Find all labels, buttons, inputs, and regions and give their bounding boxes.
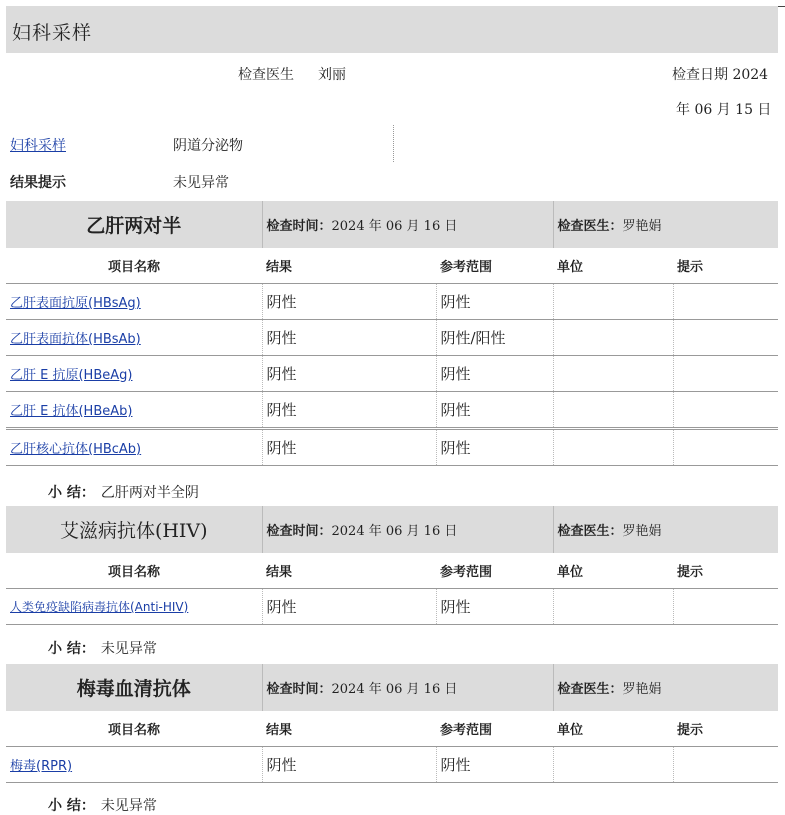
section-header — [6, 201, 778, 248]
syphilis-table — [6, 664, 778, 783]
item-link[interactable]: 梅毒(RPR) — [10, 759, 73, 774]
item-link[interactable]: 乙肝核心抗体(HBcAb) — [10, 442, 142, 457]
check-date-rest: 年 06 月 15 日 — [676, 102, 772, 118]
col-unit: 单位 — [553, 248, 673, 284]
item-result: 阴性 — [262, 356, 436, 392]
table-row — [6, 747, 778, 783]
summary-label: 小 结： — [48, 485, 95, 501]
col-range: 参考范围 — [436, 553, 553, 589]
table-row — [6, 284, 778, 320]
time-label: 检查时间： — [266, 524, 332, 539]
doctor-value: 罗艳娟 — [622, 682, 662, 697]
item-unit — [553, 392, 673, 429]
section-name: 艾滋病抗体(HIV) — [6, 506, 262, 553]
item-result: 阴性 — [262, 747, 436, 783]
col-range: 参考范围 — [436, 248, 553, 284]
sample-value: 阴道分泌物 — [173, 138, 243, 154]
summary-value: 乙肝两对半全阴 — [100, 485, 199, 501]
item-link[interactable]: 乙肝表面抗原(HBsAg) — [10, 296, 141, 311]
item-result: 阴性 — [262, 392, 436, 429]
doctor-label: 检查医生： — [557, 682, 623, 697]
column-header-row — [6, 711, 778, 747]
page-header-bar — [6, 6, 778, 53]
item-range: 阴性 — [436, 747, 553, 783]
col-result: 结果 — [262, 553, 436, 589]
time-label: 检查时间： — [266, 219, 332, 234]
section-header — [6, 506, 778, 553]
item-link[interactable]: 人类免疫缺陷病毒抗体(Anti-HIV) — [10, 600, 189, 614]
hiv-table — [6, 506, 778, 625]
section-name: 乙肝两对半 — [6, 201, 262, 248]
section-summary — [48, 482, 199, 502]
item-hint — [673, 429, 778, 466]
check-date — [672, 64, 768, 84]
table-row — [6, 356, 778, 392]
col-hint: 提示 — [673, 711, 778, 747]
item-unit — [553, 356, 673, 392]
doctor-value: 罗艳娟 — [622, 524, 662, 539]
col-name: 项目名称 — [6, 248, 262, 284]
section-summary — [48, 638, 157, 658]
doctor-label: 检查医生： — [557, 219, 623, 234]
item-unit — [553, 284, 673, 320]
doctor-label: 检查医生： — [557, 524, 623, 539]
item-hint — [673, 320, 778, 356]
section-summary — [48, 795, 157, 815]
item-result: 阴性 — [262, 429, 436, 466]
result-hint-value: 未见异常 — [173, 175, 229, 191]
col-unit: 单位 — [553, 711, 673, 747]
check-date-year: 2024 — [732, 67, 769, 83]
table-row — [6, 589, 778, 625]
col-name: 项目名称 — [6, 711, 262, 747]
item-link[interactable]: 乙肝 E 抗体(HBeAb) — [10, 404, 133, 419]
sample-link[interactable]: 妇科采样 — [10, 138, 66, 154]
doctor-value: 罗艳娟 — [622, 219, 662, 234]
result-hint-label: 结果提示 — [10, 175, 66, 191]
table-row — [6, 429, 778, 466]
item-unit — [553, 320, 673, 356]
item-range: 阴性 — [436, 356, 553, 392]
item-result: 阴性 — [262, 284, 436, 320]
col-result: 结果 — [262, 248, 436, 284]
summary-value: 未见异常 — [100, 798, 157, 814]
col-name: 项目名称 — [6, 553, 262, 589]
summary-value: 未见异常 — [100, 641, 157, 657]
time-value: 2024 年 06 月 16 日 — [331, 219, 458, 234]
item-link[interactable]: 乙肝 E 抗原(HBeAg) — [10, 368, 133, 383]
item-unit — [553, 589, 673, 625]
item-hint — [673, 747, 778, 783]
sample-divider — [393, 125, 394, 162]
item-hint — [673, 284, 778, 320]
table-row — [6, 392, 778, 429]
item-range: 阴性 — [436, 429, 553, 466]
time-label: 检查时间： — [266, 682, 332, 697]
col-hint: 提示 — [673, 553, 778, 589]
item-result: 阴性 — [262, 589, 436, 625]
section-doctor — [553, 201, 778, 248]
check-date-label: 检查日期 — [672, 67, 728, 83]
col-range: 参考范围 — [436, 711, 553, 747]
item-range: 阴性 — [436, 284, 553, 320]
page-corner-mark — [777, 6, 785, 7]
summary-label: 小 结： — [48, 641, 95, 657]
section-time — [262, 664, 553, 711]
section-time — [262, 201, 553, 248]
item-range: 阴性/阳性 — [436, 320, 553, 356]
item-hint — [673, 589, 778, 625]
hepb-table — [6, 201, 778, 466]
time-value: 2024 年 06 月 16 日 — [331, 682, 458, 697]
page-title: 妇科采样 — [12, 22, 93, 44]
section-time — [262, 506, 553, 553]
item-range: 阴性 — [436, 392, 553, 429]
item-unit — [553, 429, 673, 466]
item-unit — [553, 747, 673, 783]
column-header-row — [6, 248, 778, 284]
col-hint: 提示 — [673, 248, 778, 284]
item-link[interactable]: 乙肝表面抗体(HBsAb) — [10, 332, 141, 347]
col-result: 结果 — [262, 711, 436, 747]
item-hint — [673, 356, 778, 392]
item-range: 阴性 — [436, 589, 553, 625]
doctor-label: 检查医生 — [238, 67, 294, 83]
time-value: 2024 年 06 月 16 日 — [331, 524, 458, 539]
section-header — [6, 664, 778, 711]
section-doctor — [553, 506, 778, 553]
summary-label: 小 结： — [48, 798, 95, 814]
table-row — [6, 320, 778, 356]
col-unit: 单位 — [553, 553, 673, 589]
section-name: 梅毒血清抗体 — [6, 664, 262, 711]
item-hint — [673, 392, 778, 429]
doctor-name: 刘丽 — [318, 67, 346, 83]
item-result: 阴性 — [262, 320, 436, 356]
section-doctor — [553, 664, 778, 711]
column-header-row — [6, 553, 778, 589]
